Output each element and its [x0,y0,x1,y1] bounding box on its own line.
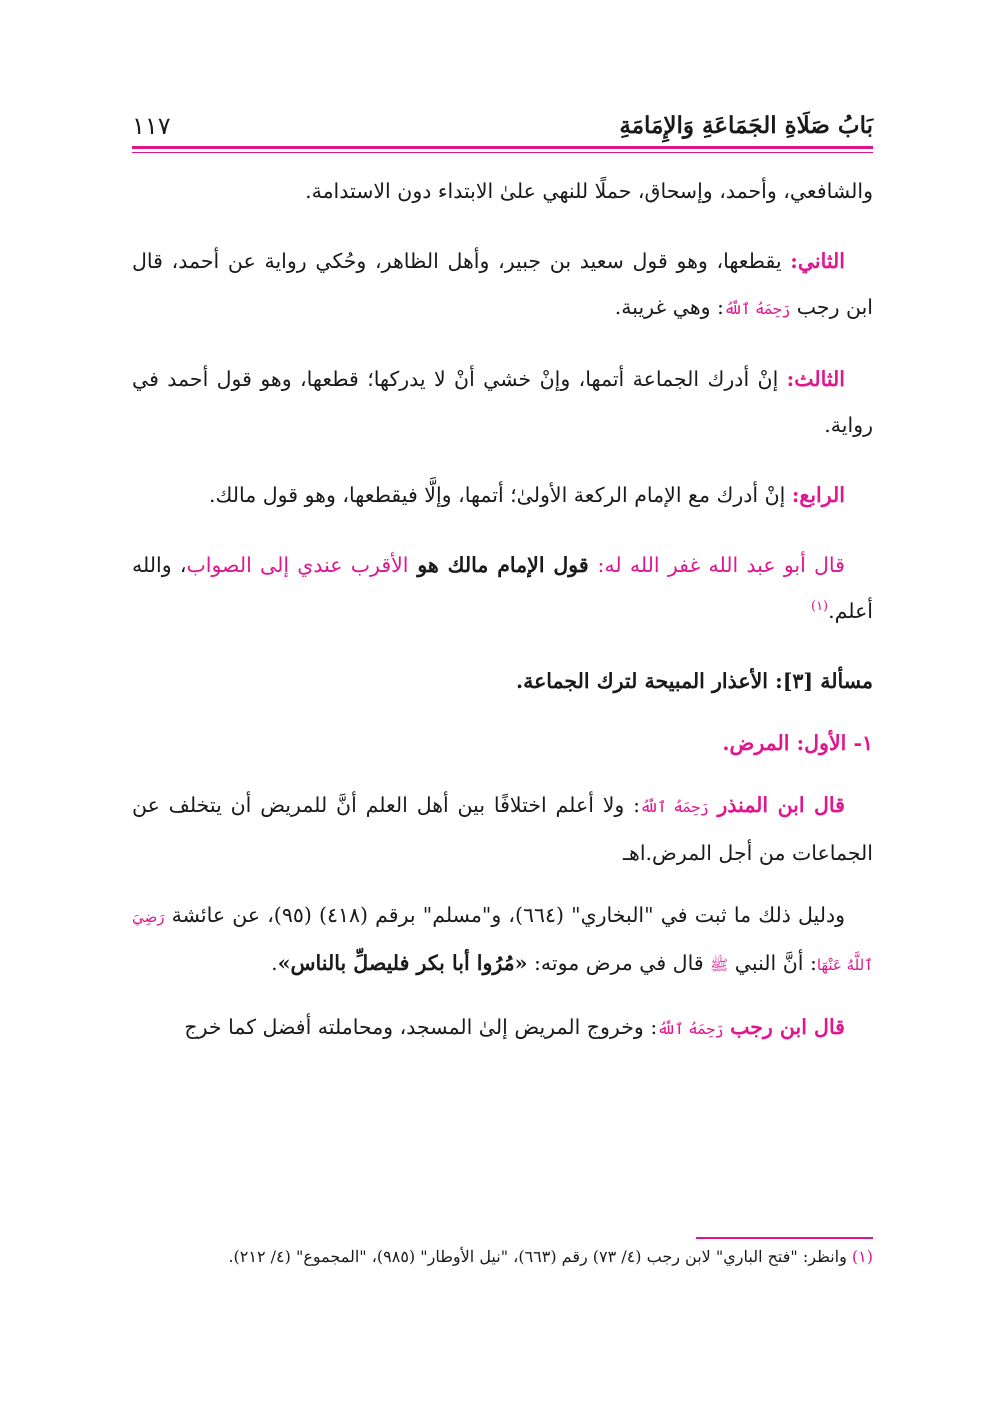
paragraph-text: . [271,951,278,975]
footnote-separator [696,1237,873,1239]
paragraph-ibn-rajab [132,1004,873,1052]
hadith-quote: «مُرُوا أبا بكر فليصلِّ بالناس» [277,951,528,975]
main-text [132,168,873,1052]
paragraph-text: إنْ أدرك مع الإمام الركعة الأولىٰ؛ أتمها، وإلَّا فيقطعها، وهو قول مالك. [208,483,792,507]
header-rule-thin [132,152,873,153]
paragraph-ibn-mundhir [132,782,873,876]
page-header [132,112,873,144]
paragraph-text: : وخروج المريض إلىٰ المسجد، ومحاملته أفضل كما خرج [184,1015,658,1039]
honorific-glyph: رَضِيَ ٱللَّهُ عَنْهَا [132,908,873,974]
paragraph-text: ودليل ذلك ما ثبت في "البخاري" (٦٦٤)، و"مسلم" برقم (٤١٨) (٩٥)، عن عائشة [164,903,846,927]
footnote-reference[interactable]: (١) [810,599,829,615]
author-label: قال أبو عبد الله غفر الله له: [597,553,845,577]
sub-heading: ١- الأول: المرض. [722,731,873,755]
paragraph-evidence [132,892,873,988]
paragraph-text: : ولا أعلم اختلافًا بين أهل العلم أنَّ للمريض أن يتخلف عن الجماعات من أجل المرض.اهـ [132,793,873,865]
footnote-marker: (١) [851,1247,873,1266]
paragraph-text: إنْ أدرك الجماعة أتمها، وإنْ خشي أنْ لا يدركها؛ قطعها، وهو قول أحمد في رواية. [132,367,873,437]
paragraph-text: ، والله أعلم. [132,553,873,623]
label-third: الثالث: [786,367,845,391]
label-second: الثاني: [790,249,845,273]
honorific-glyph: رَحِمَهُ ٱللَّهُ [640,798,709,816]
issue-heading: مسألة [٣]: الأعذار المبيحة لترك الجماعة. [515,669,873,693]
page-number: ١١٧ [132,112,171,140]
footnote-item [132,1243,873,1271]
label-ibn-rajab: قال ابن رجب [730,1015,845,1039]
paragraph-text: يقطعها، وهو قول سعيد بن جبير، وأهل الظاهر، وحُكي رواية عن أحمد، قال ابن رجب [132,249,873,319]
salawat-glyph: ﷺ [710,956,729,974]
running-title: بَابُ صَلَاةِ الجَمَاعَةِ وَالإِمَامَةِ [619,112,873,139]
paragraph-fourth-opinion [132,472,873,518]
paragraph-text: قول الإمام مالك هو [408,553,598,577]
honorific-glyph: رَحِمَهُ ٱللَّهُ [657,1020,724,1038]
header-rule-thick [132,146,873,149]
label-fourth: الرابع: [791,483,845,507]
paragraph-text: : وهي غريبة. [614,295,724,319]
paragraph-author-opinion [132,542,873,634]
paragraph-third-opinion [132,356,873,448]
paragraph-second-opinion [132,238,873,332]
footnote [132,1243,873,1271]
honorific-glyph: رَحِمَهُ ٱللَّهُ [723,300,791,318]
highlighted-phrase: الأقرب عندي إلى الصواب [186,553,409,577]
paragraph-text: قال في مرض موته: [527,951,711,975]
paragraph-text: والشافعي، وأحمد، وإسحاق، حملًا للنهي علىٰ الابتداء دون الاستدامة. [305,179,873,203]
label-ibn-mundhir: قال ابن المنذر [717,793,845,817]
paragraph-continuation [132,168,873,214]
footnote-text: وانظر: "فتح الباري" لابن رجب (٤/ ٧٣) رقم (٦٦٣)، "نيل الأوطار" (٩٨٥)، "المجموع" (٤/ ٢١٢). [228,1247,852,1266]
paragraph-text: : أنَّ النبي [728,951,817,975]
